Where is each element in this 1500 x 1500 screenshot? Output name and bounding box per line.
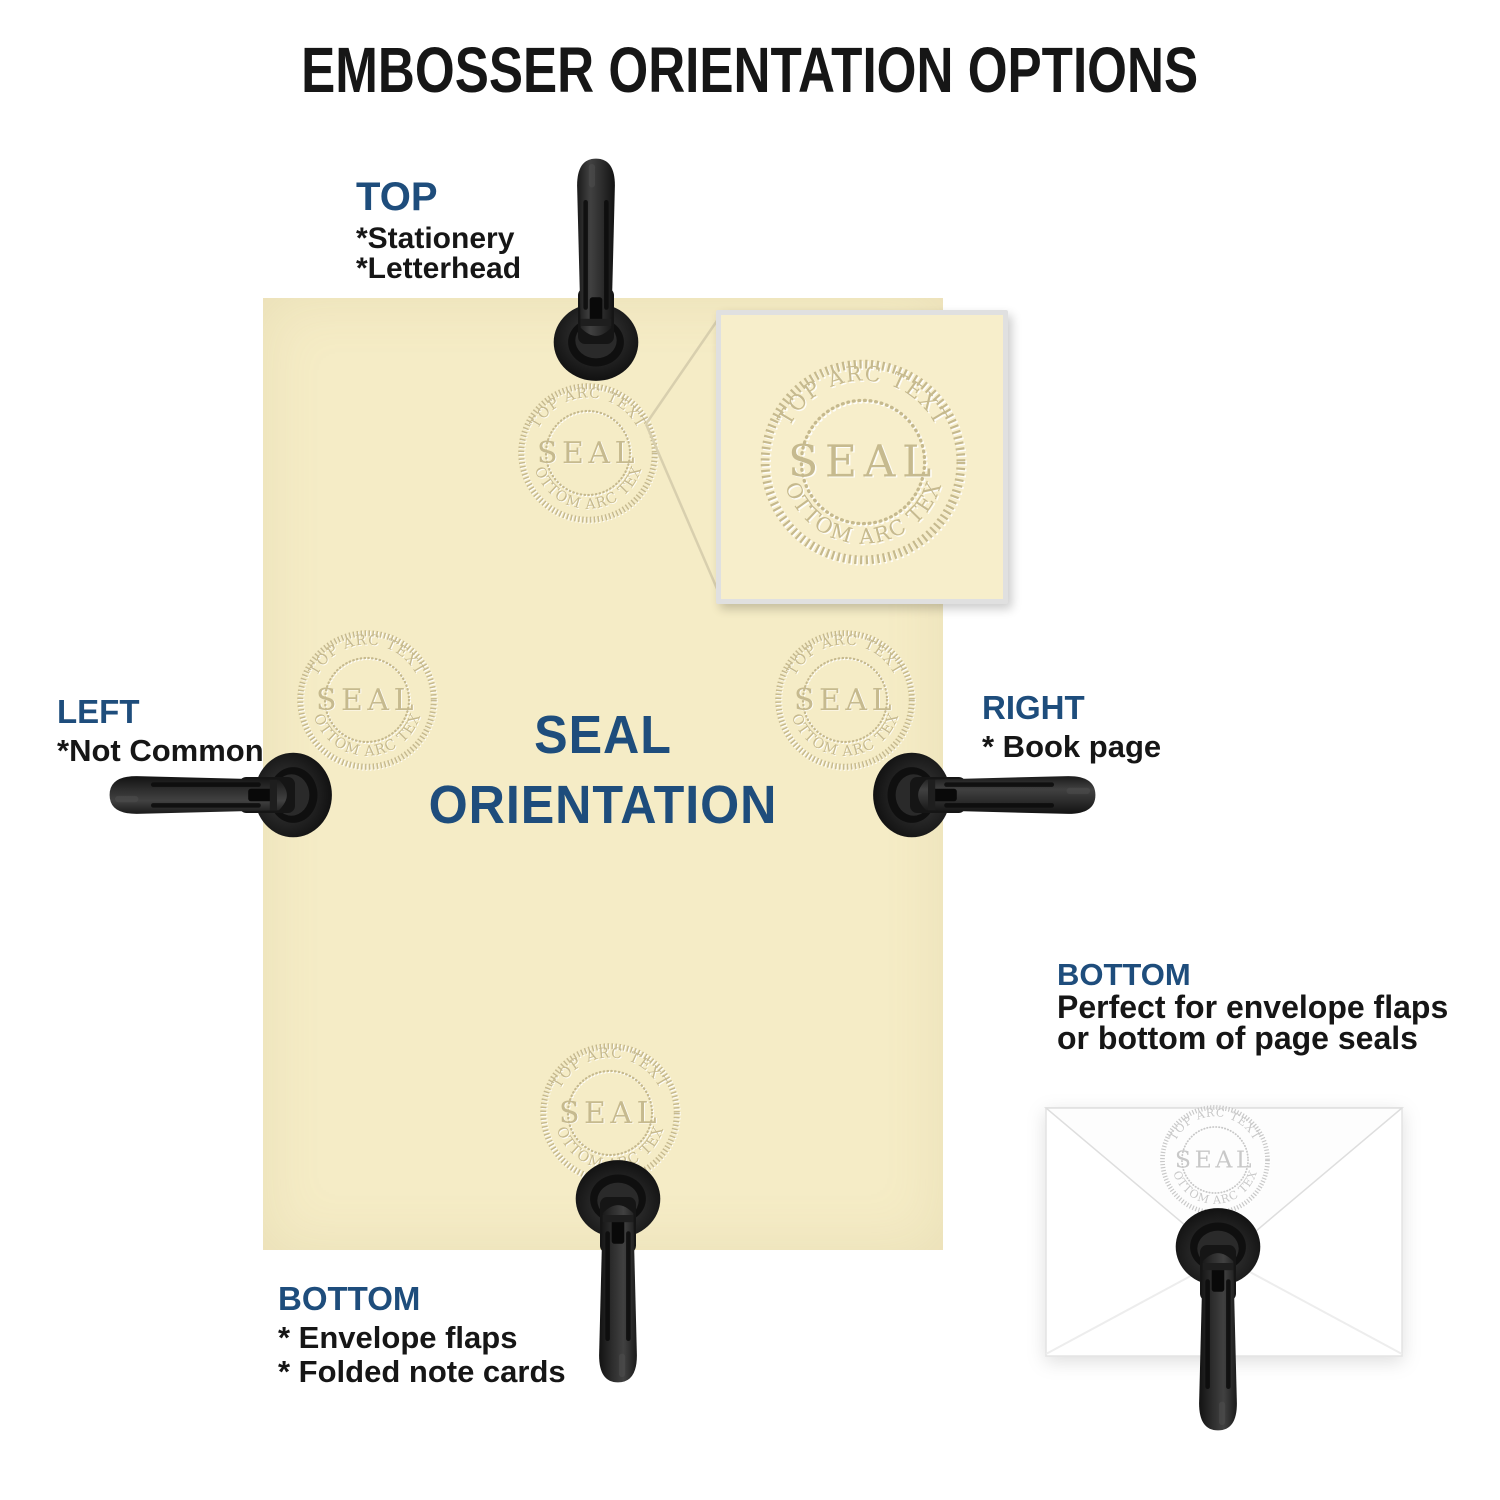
label-top-item-1: *Stationery [356,222,515,255]
label-bottom-item-1: * Envelope flaps [278,1320,518,1355]
label-bottom-right [1057,958,1448,1054]
label-right-heading: RIGHT [982,689,1085,726]
page-title-text: EMBOSSER ORIENTATION OPTIONS [301,34,1199,106]
label-left-item-1: *Not Common [57,733,264,768]
embosser-clamp-right [857,750,1107,840]
seal-zoom-inset [716,310,1008,604]
label-bottom-right-line-1: Perfect for envelope flaps [1057,989,1449,1025]
label-bottom-right-line-2: or bottom of page seals [1057,1020,1418,1056]
label-right-item-1: * Book page [982,729,1162,764]
label-bottom [278,1281,566,1389]
embosser-clamp-envelope [1173,1192,1263,1442]
label-top [356,176,521,284]
label-bottom-item-2: * Folded note cards [278,1354,566,1389]
label-top-item-2: *Letterhead [356,252,522,285]
seal-impression-inset [753,352,973,572]
seal-orientation-line2: ORIENTATION [428,775,778,835]
seal-orientation-line1: SEAL [534,705,672,765]
label-left-heading: LEFT [57,693,140,730]
label-bottom-right-heading: BOTTOM [1057,957,1191,992]
label-top-heading: TOP [356,175,438,219]
label-bottom-heading: BOTTOM [278,1280,421,1317]
embosser-clamp-top [551,147,641,397]
embosser-clamp-left [98,750,348,840]
embosser-clamp-bottom [573,1144,663,1394]
seal-orientation-heading [263,700,943,840]
